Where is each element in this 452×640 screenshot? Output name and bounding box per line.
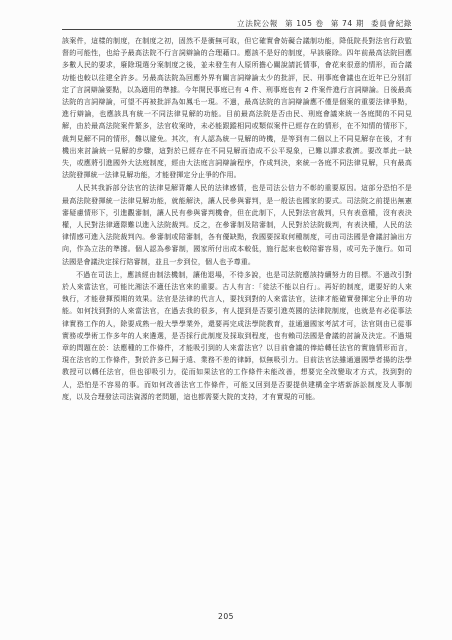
header-divider [62, 29, 412, 30]
issue-label: 第 74 期 [330, 19, 365, 28]
body-text [62, 35, 412, 404]
page-number: 205 [218, 612, 234, 621]
publication-title: 立法院公報 [237, 19, 278, 28]
paragraph: 不過在司法上，應該經由制法機制，讓他退場，不待多說，也是司法院應該持續努力的目標。不過改引對於人來當法官，可能比湘法不適任法官來的重要。古人有言：「徒法不能以自行」。再好的制度，還要好的人來執行，才能發揮預期的效果。法官是法律的代言人，要找到對的人來當法官，法律才能確實發揮定分止爭的功能。如何找到對的人來當法官，在過去我的很多，有人提到是否要引進英國的法律院制度，也就是有必從事法律實務工作的人，除要成熟一般大學學業外，還要再完成法學院教育，並通過國家考試才可，法官則由已從事實務或學術工作多年的人來遴選，是否採行此制度及採取到程度，也有賴司法國是會議的討論及決定。不過規章的問題在於：法應種的工作條件，才能吸引到的人來當法官？以目前會議的俸給轉任法官的實施情形而言，現在法官的工作條件，對於許多已歸于遠、業務不差的律師，似無吸引力。目前法官法雖通過國學者揚的法學教授可以轉任法官，但也卻吸引力，從而如果法官的工作條件未能改善，想要完全改變取才方式，找到對的人，恐怕是不容易的事。而如何改善法官工作條件，可能又回到是否要提供建構金字塔新訴訟制度及人事制度，以及合理發法司法資源的老問題，這也都需要大院的支持，才有實現的可能。 [62, 270, 412, 401]
volume-label: 第 105 卷 [285, 19, 324, 28]
page-header [233, 18, 412, 29]
paragraph: 人民其我訴部分法官的法律見解背離人民的法律感情，也是司法公信力不彰的重要原因。這部分恐怕不是最高法院發揮統一法律見解功能，就能解決，讓人民參與審判，是一般法也國家的要式。司法院之前提出無憲審疑慮情形下，引進觀審制，讓人民有參與審判機會，但在此制下，人民對法官裁判，只有表意權，沒有表決權，人民對法律適際難以進入法院裁判。反之，在參審制及陪審制，人民對於法院裁判，有表決權，人民的法律情感可進入法院裁判內。參審制或陪審制，各有優缺點，我國要採取何種制度，可由司法國是會議討論出方向，作為立法的準據。個人認為參審制，國家所付出成本較低，施行起來也較陪審容易，或可先予施行。如司法國是會議決定採行陪審制，並且一步到位，個人也予尊重。 [62, 184, 412, 266]
paragraph: 該案件，這樣的制度，在制度之初，固然不是衝無可取，但它確實會妨礙合議制功能，降低院長對法官行政監督的可能性，也給予最高法院不行言詞辯論的合理藉口。應該不是好的制度，早該廢除。四年前最高法院回應多數人民的要求，廢除現選分案制度之後，並未發生有人原所擔心關說請託情事，會花來很意的情形，而合議功能也較以往建全許多。另最高法院為回應外界有關言詞辯論太少的批評，民、刑事庭會議也在近年已分別訂定了言詞辯論要點，以為適用的準據。今年開民事庭已有 4 件、刑事庭也有 2 件案件進行言詞辯論。日後最高法院的言詞辯論，可望不再被批評為如鳳毛一現。不過，最高法院的言詞辯論應不僅是個案的重要法律爭點，進行辯論，也應該具有統一不同法律見解的功能。目前最高法院是否由民、刑庭會議來統一各庭間的不同見解，由於最高法院案件繁多，法官收案時，未必能跟蹤相同或類似案件已經存在的情形，在不知情的情形下，裁判見解不同的情形，難以避免。其次，有人認為統一見解的時機，是等到有二個以上不同見解存在後，才有機出來討論統一見解的步驟，這對於已經存在不同見解而造成不公平現象，已難以譯求救濟。要改革此一缺失，或應將引進國外大法庭制度，經由大法庭言詞辯論程序，作成判決，來統一各庭不同法律見解，只有最高法院發揮統一法律見解功能，才能發揮定分止爭的作用。 [62, 37, 412, 180]
section-label: 委員會紀錄 [371, 19, 412, 28]
